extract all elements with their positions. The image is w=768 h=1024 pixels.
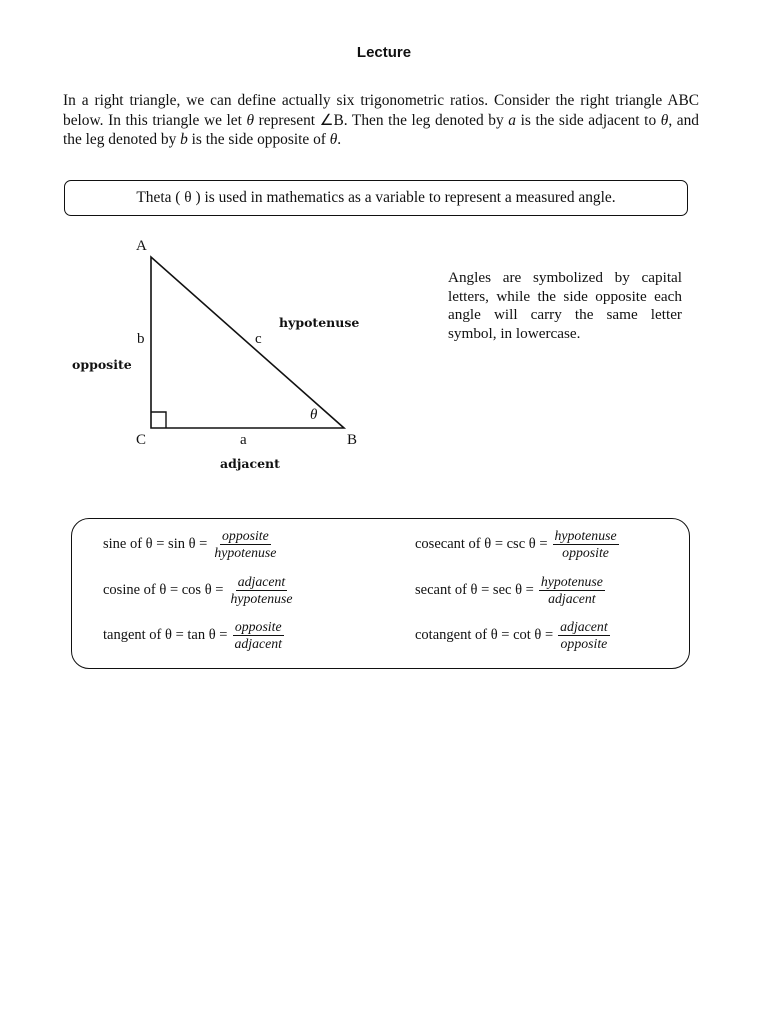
cotangent-formula [415,619,610,652]
cotangent-numerator: adjacent [560,619,608,634]
secant-denominator: adjacent [548,591,596,606]
tangent-formula [103,619,284,652]
secant-label: secant of θ = sec θ = [415,582,534,598]
cosecant-formula [415,528,619,561]
sine-numerator: opposite [222,528,269,543]
tangent-fraction [232,619,284,652]
cosecant-denominator: opposite [562,545,609,560]
sine-fraction [212,528,278,561]
theta-symbol: θ [660,111,669,129]
opposite-label: opposite [72,357,132,372]
vertex-b-label: B [347,432,358,448]
tangent-denominator: adjacent [234,636,282,651]
cotangent-label: cotangent of θ = cot θ = [415,627,554,643]
theta-definition-text: Theta ( θ ) is used in mathematics as a variable to represent a measured angle. [136,189,616,206]
right-triangle-diagram [60,232,380,477]
side-c-label: c [255,331,262,347]
angle-notation-note: Angles are symbolized by capital letters, while the side opposite each angle will carry the same letter symbol, in lowercase. [448,269,682,342]
theta-symbol: θ [246,111,255,129]
tangent-label: tangent of θ = tan θ = [103,627,228,643]
side-b-label: b [137,331,145,347]
cosine-numerator: adjacent [237,574,286,589]
angle-theta-label: θ [310,407,318,423]
sine-label: sine of θ = sin θ = [103,536,208,552]
triangle-outline [151,257,344,428]
cosine-denominator: hypotenuse [230,591,293,606]
intro-paragraph [63,91,699,150]
cosecant-fraction [553,528,619,561]
cosine-label: cosine of θ = cos θ = [103,582,224,598]
secant-fraction [539,574,605,607]
intro-text-3: is the side adjacent to [516,111,661,129]
sine-formula [103,528,278,561]
leg-b-symbol: b [180,131,188,148]
trig-ratios-box [71,518,690,669]
sine-denominator: hypotenuse [214,545,277,560]
theta-definition-box [64,180,688,216]
right-angle-marker [151,412,166,428]
cotangent-fraction [558,619,610,652]
cosecant-numerator: hypotenuse [554,528,617,543]
side-a-label: a [240,432,247,448]
intro-text-2: represent ∠B. Then the leg denoted by [254,111,509,129]
theta-symbol: θ [329,131,338,148]
intro-text-4: , and the leg denoted by [63,111,699,148]
intro-text-5: is the side opposite of [187,131,330,148]
cosine-fraction [228,574,294,607]
vertex-c-label: C [136,432,147,448]
tangent-numerator: opposite [234,619,282,634]
leg-a-symbol: a [508,111,516,129]
hypotenuse-label: hypotenuse [279,315,360,330]
page-title: Lecture [356,44,412,61]
intro-text-1: In a right triangle, we can define actually six trigonometric ratios. Consider the right triangle ABC below. In this triangle we let [63,92,699,129]
secant-formula [415,574,605,607]
intro-text-6: . [337,131,342,148]
cotangent-denominator: opposite [560,636,608,651]
cosine-formula [103,574,295,607]
vertex-a-label: A [136,238,147,254]
secant-numerator: hypotenuse [540,574,603,589]
cosecant-label: cosecant of θ = csc θ = [415,536,548,552]
adjacent-label: adjacent [220,456,280,471]
